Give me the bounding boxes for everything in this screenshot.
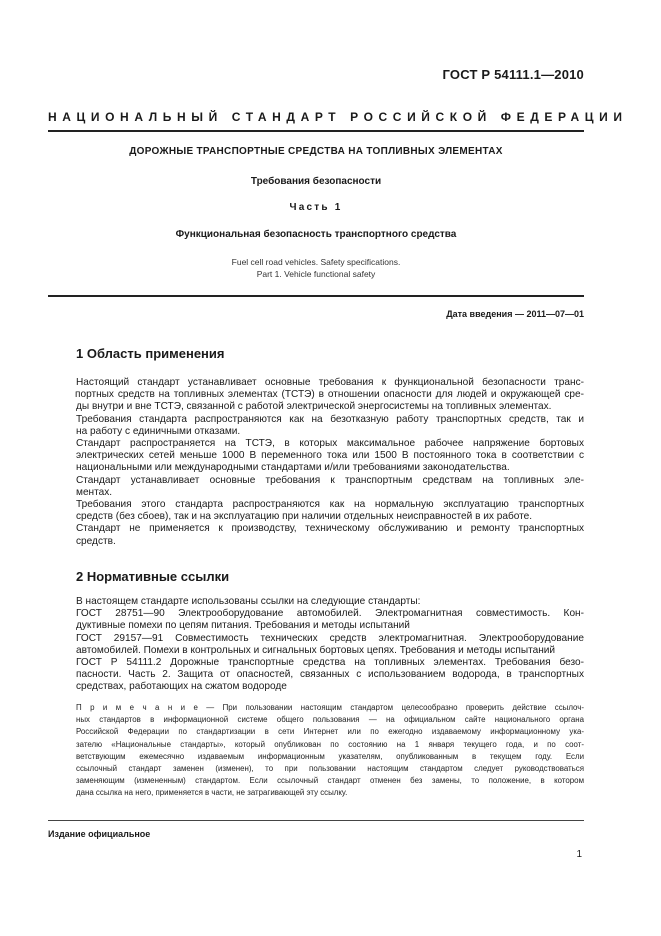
note-line: дана ссылка на него, применяется в части, не затрагивающей эту ссылку. bbox=[76, 788, 348, 798]
note-line: Российской Федерации по стандартизации в сети Интернет или по ежегодно издаваемому информационному ука- bbox=[76, 727, 584, 737]
introduction-date: Дата введения — 2011—07—01 bbox=[446, 309, 584, 319]
text-line: Требования этого стандарта распространяются как на нормальную эксплуатацию транспортных bbox=[76, 499, 584, 511]
document-id: ГОСТ Р 54111.1—2010 bbox=[442, 67, 584, 82]
text-line: Требования стандарта распространяются как на безотказную работу транспортных средств, так и bbox=[76, 413, 584, 425]
english-title-line-2: Part 1. Vehicle functional safety bbox=[256, 269, 376, 279]
text-line: ды внутри и вне ТСТЭ, связанной с работой электрической энергосистемы на топливных элементах. bbox=[76, 401, 552, 413]
text-line: Стандарт не применяется к производству, техническому обслуживанию и ремонту транспортных bbox=[76, 523, 584, 535]
standard-subtitle: Требования безопасности bbox=[250, 176, 382, 187]
edition-label: Издание официальное bbox=[48, 829, 151, 839]
text-line: средств (без сбоев), так и на эксплуатацию при наличии отдельных неисправностей в их работе. bbox=[76, 511, 533, 523]
text-line: дуктивные помехи по цепям питания. Требования и методы испытаний bbox=[76, 620, 410, 632]
page-number: 1 bbox=[576, 849, 582, 860]
english-title-line-1: Fuel cell road vehicles. Safety specifications. bbox=[231, 257, 401, 267]
text-line: Настоящий стандарт устанавливает основные требования к функциональной безопасности транс- bbox=[76, 377, 584, 388]
note-line: ветствующим ежемесячно издаваемым информационным указателям, опубликованным в текущем году. Если bbox=[76, 751, 584, 761]
text-line: электрических сетей меньше 1000 В переменного тока или 1500 В постоянного тока в соответствии с bbox=[76, 450, 584, 462]
note-line: заменяющим (измененным) стандартом. Если ссылочный стандарт отменен без замены, то положение, в котором bbox=[76, 776, 584, 786]
section-2-heading: 2 Нормативные ссылки bbox=[76, 569, 230, 584]
text-line: ментах. bbox=[76, 486, 113, 498]
text-line: средств. bbox=[76, 535, 116, 547]
section-2-body bbox=[76, 596, 584, 694]
standard-title: ДОРОЖНЫЕ ТРАНСПОРТНЫЕ СРЕДСТВА НА ТОПЛИВНЫХ ЭЛЕМЕНТАХ bbox=[129, 146, 503, 157]
text-line: ГОСТ Р 54111.2 Дорожные транспортные средства на топливных элементах. Требования безо- bbox=[76, 657, 584, 669]
note-line: ссылочный стандарт заменен (изменен), то при пользовании настоящим стандартом следует руководствоваться bbox=[76, 764, 584, 774]
note-line: П р и м е ч а н и е — При пользовании настоящим стандартом целесообразно проверить действие ссылоч- bbox=[76, 703, 584, 712]
section-1-body bbox=[76, 377, 584, 548]
title-divider bbox=[48, 295, 584, 297]
text-line: автомобилей. Помехи в контрольных и сигнальных бортовых цепях. Требования и методы испытаний bbox=[76, 644, 556, 656]
part-number: Часть 1 bbox=[289, 202, 343, 213]
header-divider bbox=[48, 130, 584, 132]
text-line: Стандарт распространяется на ТСТЭ, в которых максимальное рабочее напряжение бортовых bbox=[76, 438, 584, 450]
text-line: Стандарт устанавливает основные требования к транспортным средствам на топливных эле- bbox=[76, 474, 584, 486]
section-1-heading: 1 Область применения bbox=[76, 346, 225, 361]
text-line: пасности. Часть 2. Защита от опасностей, связанных с использованием водорода, в транспортных bbox=[76, 669, 584, 681]
footer-divider bbox=[48, 820, 584, 821]
text-line: национальными или международными стандартами и/или требованиями законодательства. bbox=[76, 462, 510, 474]
national-standard-banner: НАЦИОНАЛЬНЫЙ СТАНДАРТ РОССИЙСКОЙ ФЕДЕРАЦИИ bbox=[48, 110, 628, 124]
note-line: ных стандартов в информационной системе общего пользования — на официальном сайте национального органа bbox=[76, 715, 584, 725]
text-line: ГОСТ 28751—90 Электрооборудование автомобилей. Электромагнитная совместимость. Кон- bbox=[76, 608, 584, 620]
text-line: В настоящем стандарте использованы ссылки на следующие стандарты: bbox=[76, 596, 421, 607]
note-block bbox=[76, 702, 584, 800]
text-line: ГОСТ 29157—91 Совместимость технических средств электромагнитная. Электрооборудование bbox=[76, 632, 584, 644]
text-line: портных средств на топливных элементах (ТСТЭ) в отношении опасности для людей и окружающей сре- bbox=[75, 389, 584, 401]
note-line: зателю «Национальные стандарты», который опубликован по состоянию на 1 января текущего года, и по соот- bbox=[76, 739, 584, 749]
text-line: на работу с единичными отказами. bbox=[76, 425, 241, 437]
text-line: средствах, работающих на сжатом водороде bbox=[76, 681, 287, 693]
part-name: Функциональная безопасность транспортного средства bbox=[175, 229, 457, 240]
